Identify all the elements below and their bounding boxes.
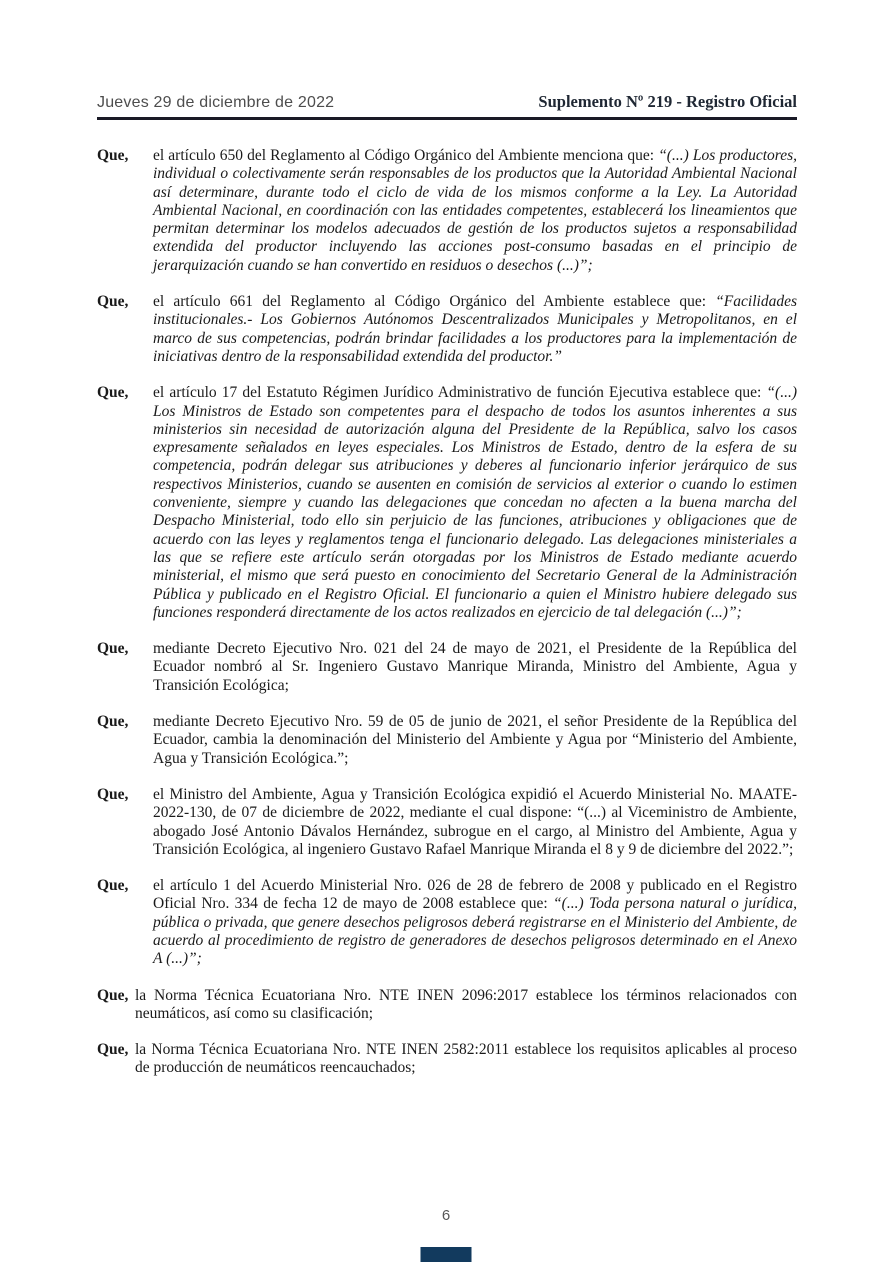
paragraph-text: la Norma Técnica Ecuatoriana Nro. NTE INEN 2096:2017 establece los términos relacionados con neumáticos, así como su clasificación; [135, 986, 797, 1022]
paragraph-text: mediante Decreto Ejecutivo Nro. 021 del 24 de mayo de 2021, el Presidente de la República del Ecuador nombró al Sr. Ingeniero Gustavo Manrique Miranda, Ministro del Ambiente, Agua y Transición Ecológica; [153, 640, 797, 694]
paragraph-label: Que, [97, 877, 129, 895]
paragraph-label: Que, [97, 640, 129, 658]
paragraph-label: Que, [97, 384, 129, 402]
header-date: Jueves 29 de diciembre de 2022 [97, 94, 335, 111]
paragraph-label: Que, [97, 785, 129, 803]
paragraph-quote: “(...) Los productores, individual o colectivamente serán responsables de los productos que la Autoridad Ambiental Nacional así determinare, durante todo el ciclo de vida de los mismos conforme a la Ley. La Autoridad Ambiental Nacional, en coordinación con las entidades competentes, establecerá los lineamientos que permitan determinar los modelos adecuados de gestión de los productos sujetos a responsabilidad extendida del productor incluyendo las acciones post-consumo basadas en el principio de jerarquización cuando se han convertido en residuos o desechos (...)”; [153, 147, 797, 274]
paragraph-text: el artículo 650 del Reglamento al Código Orgánico del Ambiente menciona que: [153, 147, 659, 164]
paragraph-text: mediante Decreto Ejecutivo Nro. 59 de 05 de junio de 2021, el señor Presidente de la República del Ecuador, cambia la denominación del Ministerio del Ambiente y Agua por “Ministerio del Ambiente, Agua y Transición Ecológica.”; [153, 713, 797, 767]
paragraph-text: el artículo 17 del Estatuto Régimen Jurídico Administrativo de función Ejecutiva establece que: [153, 384, 767, 402]
paragraph-label: Que, [97, 147, 129, 164]
paragraph-text: la Norma Técnica Ecuatoriana Nro. NTE INEN 2582:2011 establece los requisitos aplicables al proceso de producción de neumáticos reencauchados; [135, 1041, 797, 1077]
page-header [97, 0, 797, 112]
paragraph-text: el artículo 661 del Reglamento al Código Orgánico del Ambiente establece que: [153, 293, 716, 311]
footer-accent-bar [421, 1247, 472, 1262]
whereas-paragraph-4 [97, 640, 797, 695]
whereas-paragraph-5 [97, 713, 797, 768]
paragraph-text: el artículo 1 del Acuerdo Ministerial Nro. 026 de 28 de febrero de 2008 y publicado en el Registro Oficial Nro. 334 de fecha 12 de mayo de 2008 establece que: [153, 877, 797, 913]
header-edition: Suplemento Nº 219 - Registro Oficial [538, 92, 797, 111]
whereas-paragraph-1 [97, 147, 797, 275]
paragraph-quote: “(...) Toda persona natural o jurídica, pública o privada, que genere desechos peligrosos deberá registrarse en el Ministerio del Ambiente, de acuerdo al procedimiento de registro de generadores de desechos peligrosos determinado en el Anexo A (...)”; [153, 895, 797, 968]
whereas-paragraph-8 [97, 987, 797, 1024]
whereas-paragraph-2 [97, 293, 797, 366]
document-body [97, 120, 797, 1078]
whereas-paragraph-9 [97, 1041, 797, 1078]
paragraph-label: Que, [97, 293, 129, 311]
paragraph-label: Que, [97, 986, 129, 1004]
paragraph-text: el Ministro del Ambiente, Agua y Transición Ecológica expidió el Acuerdo Ministerial No. MAATE-2022-130, de 07 de diciembre de 2022, mediante el cual dispone: “(...) al Viceministro de Ambiente, abogado José Antonio Dávalos Hernández, subrogue en el cargo, al Ministro del Ambiente, Agua y Transición Ecológica, al ingeniero Gustavo Rafael Manrique Miranda el 8 y 9 de diciembre del 2022.”; [153, 785, 797, 858]
paragraph-quote: “Facilidades institucionales.- Los Gobiernos Autónomos Descentralizados Municipales y Metropolitanos, en el marco de sus competencias, podrán brindar facilidades a los productores para la implementación de iniciativas dentro de la responsabilidad extendida del productor.” [153, 293, 797, 365]
paragraph-label: Que, [97, 1041, 129, 1059]
page-number: 6 [441, 1207, 451, 1224]
paragraph-quote: “(...) Los Ministros de Estado son competentes para el despacho de todos los asuntos inherentes a sus ministerios sin necesidad de autorización alguna del Presidente de la República, salvo los casos expresamente señalados en leyes especiales. Los Ministros de Estado, dentro de la esfera de su competencia, podrán delegar sus atribuciones y deberes al funcionario inferior jerárquico de sus respectivos Ministerios, cuando se ausenten en comisión de servicios al exterior o cuando lo estimen conveniente, siempre y cuando las delegaciones que concedan no afecten a la buena marcha del Despacho Ministerial, todo ello sin perjuicio de las funciones, atribuciones y obligaciones que de acuerdo con las leyes y reglamentos tenga el funcionario delegado. Las delegaciones ministeriales a las que se refiere este artículo serán otorgadas por los Ministros de Estado mediante acuerdo ministerial, el mismo que será puesto en conocimiento del Secretario General de la Administración Pública y publicado en el Registro Oficial. El funcionario a quien el Ministro hubiere delegado sus funciones responderá directamente de los actos realizados en ejercicio de tal delegación (...)”; [153, 384, 797, 621]
whereas-paragraph-3 [97, 384, 797, 622]
paragraph-label: Que, [97, 713, 129, 731]
whereas-paragraph-6 [97, 786, 797, 859]
whereas-paragraph-7 [97, 877, 797, 968]
